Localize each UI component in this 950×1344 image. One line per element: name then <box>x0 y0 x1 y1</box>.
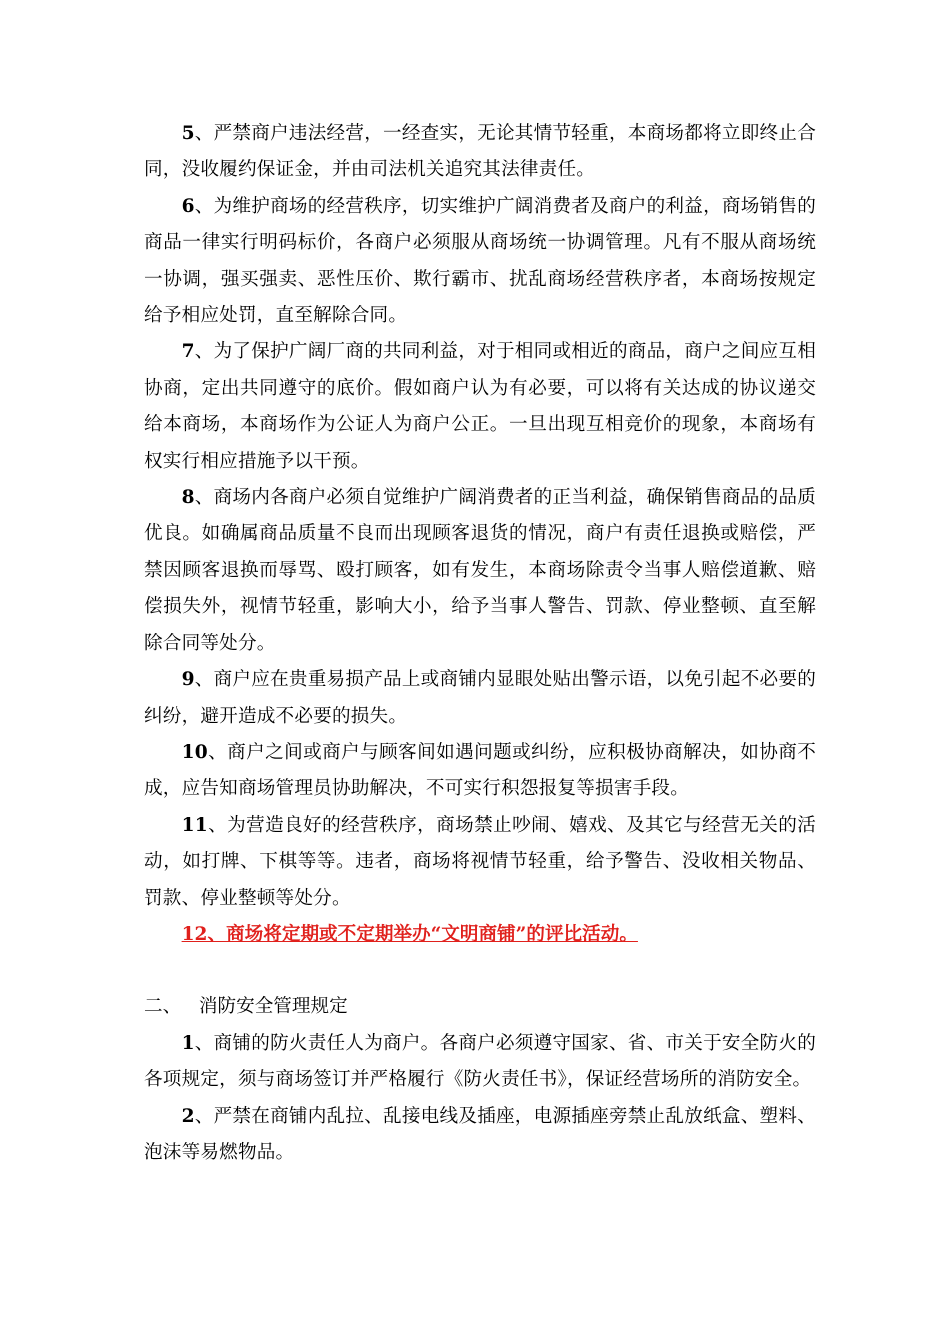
rule-item-10 <box>144 735 816 808</box>
rule-item-11 <box>144 808 816 917</box>
rule-text: 、为营造良好的经营秩序，商场禁止吵闹、嬉戏、及其它与经营无关的活动，如打牌、下棋等等。违者，商场将视情节轻重，给予警告、没收相关物品、罚款、停业整顿等处分。 <box>144 814 816 909</box>
rule-item-9 <box>144 662 816 735</box>
highlighted-rule-text: 12、商场将定期或不定期举办“文明商铺”的评比活动。 <box>181 923 638 945</box>
rule-text: 、商户应在贵重易损产品上或商铺内显眼处贴出警示语，以免引起不必要的纠纷，避开造成不必要的损失。 <box>144 669 816 727</box>
highlighted-rule-12 <box>144 917 816 953</box>
rule-number: 10 <box>181 741 208 763</box>
rule-number: 9 <box>181 669 195 691</box>
rule-number: 5 <box>181 123 195 144</box>
rule-text: 、商户之间或商户与顾客间如遇问题或纠纷，应积极协商解决，如协商不成，应告知商场管理员协助解决，不可实行积怨报复等损害手段。 <box>144 741 816 800</box>
document-body <box>144 116 816 1171</box>
blank-line <box>144 953 816 989</box>
rule-item-6 <box>144 189 816 335</box>
fire-rule-item-2 <box>144 1099 816 1172</box>
rule-text: 、商场内各商户必须自觉维护广阔消费者的正当利益，确保销售商品的品质优良。如确属商品质量不良而出现顾客退货的情况，商户有责任退换或赔偿，严禁因顾客退换而辱骂、殴打顾客，如有发生，本商场除责令当事人赔偿道歉、赔偿损失外，视情节轻重，影响大小，给予当事人警告、罚款、停业整顿、直至解除合同等处分。 <box>144 487 816 654</box>
rule-number: 8 <box>181 487 195 509</box>
rule-text: 、严禁在商铺内乱拉、乱接电线及插座，电源插座旁禁止乱放纸盒、塑料、泡沫等易燃物品。 <box>144 1105 816 1163</box>
rule-number: 6 <box>181 195 195 217</box>
rule-number: 2 <box>181 1105 195 1127</box>
section-heading: 二、 消防安全管理规定 <box>144 996 348 1018</box>
rule-item-5 <box>144 116 816 189</box>
rule-item-7 <box>144 334 816 480</box>
rule-item-8 <box>144 480 816 662</box>
rule-text: 、商铺的防火责任人为商户。各商户必须遵守国家、省、市关于安全防火的各项规定，须与商场签订并严格履行《防火责任书》，保证经营场所的消防安全。 <box>144 1032 816 1091</box>
rule-number: 7 <box>181 341 195 363</box>
rule-number: 1 <box>181 1032 195 1054</box>
rule-number: 11 <box>181 814 208 836</box>
rule-text: 、为维护商场的经营秩序，切实维护广阔消费者及商户的利益，商场销售的商品一律实行明码标价，各商户必须服从商场统一协调管理。凡有不服从商场统一协调，强买强卖、恶性压价、欺行霸市、扰乱商场经营秩序者，本商场按规定给予相应处罚，直至解除合同。 <box>144 195 816 327</box>
fire-rule-item-1 <box>144 1026 816 1099</box>
rule-text: 、严禁商户违法经营，一经查实，无论其情节轻重，本商场都将立即终止合同，没收履约保证金，并由司法机关追究其法律责任。 <box>144 123 816 181</box>
rule-text: 、为了保护广阔厂商的共同利益，对于相同或相近的商品，商户之间应互相协商，定出共同遵守的底价。假如商户认为有必要，可以将有关达成的协议递交给本商场，本商场作为公证人为商户公正。一旦出现互相竞价的现象，本商场有权实行相应措施予以干预。 <box>144 341 816 472</box>
